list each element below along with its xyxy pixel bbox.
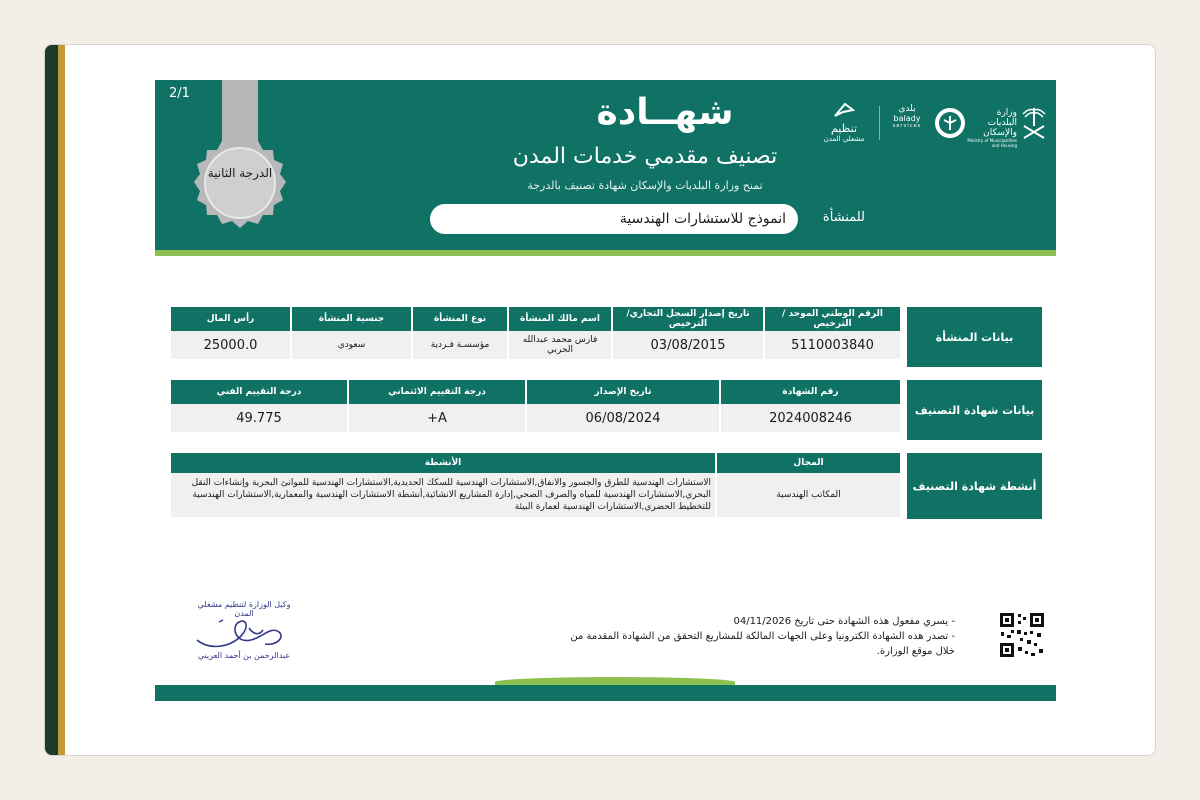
saudi-emblem-icon xyxy=(1019,104,1049,144)
certificate-number-value: 2024008246 xyxy=(720,404,900,432)
establishment-label: للمنشأة xyxy=(822,210,865,225)
header-nationality: جنسية المنشأة xyxy=(291,307,412,331)
tanzeem-mark-icon xyxy=(833,102,855,118)
activities-section-label: أنشطة شهادة التصنيف xyxy=(907,453,1042,519)
field-value: المكاتب الهندسية xyxy=(716,473,900,517)
header-capital: رأس المال xyxy=(170,307,291,331)
capital-value: 25000.0 xyxy=(170,331,291,359)
header-credit-rating: درجة التقييم الائتماني xyxy=(348,380,526,404)
table-row xyxy=(170,404,900,432)
activities-table xyxy=(169,453,900,517)
ministry-palm-icon xyxy=(935,108,965,138)
ministry-name-ar: وزارة البلديات والإسكان xyxy=(983,108,1017,138)
header-field: المجال xyxy=(716,453,900,473)
header-owner-name: اسم مالك المنشأة xyxy=(508,307,612,331)
table-row xyxy=(170,331,900,359)
classification-table xyxy=(169,380,900,432)
frame-stripe-dark xyxy=(45,45,58,755)
establishment-name-field: انموذج للاستشارات الهندسية xyxy=(430,204,798,234)
establishment-table xyxy=(169,307,900,359)
technical-rating-value: 49.775 xyxy=(170,404,348,432)
table-header-row xyxy=(170,380,900,404)
tanzeem-subtitle: مشغلي المدن xyxy=(823,135,865,143)
header-technical-rating: درجة التقييم الفني xyxy=(170,380,348,404)
validity-prefix: - يسري مفعول هذه الشهادة حتى تاريخ xyxy=(794,616,955,627)
classification-section-label: بيانات شهادة التصنيف xyxy=(907,380,1042,440)
footer-bar xyxy=(155,685,1056,701)
tanzeem-logo xyxy=(815,102,873,146)
grade-seal-icon xyxy=(193,136,287,230)
page-number: 2/1 xyxy=(169,86,190,101)
grant-text: تمنح وزارة البلديات والإسكان شهادة تصنيف بالدرجة xyxy=(527,179,763,192)
validity-date: 04/11/2026 xyxy=(733,616,792,627)
signatory-name: عبدالرحمن بن أحمد العريني xyxy=(197,651,291,660)
tanzeem-title: تنظيم xyxy=(830,122,858,135)
header-national-number: الرقم الوطني الموحد /الترخيص xyxy=(764,307,900,331)
table-header-row xyxy=(170,453,900,473)
certificate xyxy=(155,80,1056,658)
balady-arabic: بلدي xyxy=(898,104,916,114)
validity-line xyxy=(565,614,955,629)
issue-date-value: 06/08/2024 xyxy=(526,404,720,432)
signature-image xyxy=(189,610,299,656)
header-activities: الأنشطة xyxy=(170,453,716,473)
header-issue-date: تاريخ الإصدار xyxy=(526,380,720,404)
certificate-subtitle: تصنيف مقدمي خدمات المدن xyxy=(512,144,778,169)
activities-value: الاستشارات الهندسية للطرق والجسور والانفاق,الاستشارات الهندسية للسكك الحديدية,الاستشارات الهندسية للموانئ البحرية وإنشاءات النقل البحري,الاستشارات الهندسية للمياه والصرف الصحي,إدارة المشاريع الانشائية,أنشطة الاستشارات الهندسية والمعمارية,الاستشارات الهندسية للتخطيط الحضري,الاستشارات الهندسية لعمارة البيئة xyxy=(170,473,716,517)
ministry-name-en: Ministry of Municipalities and Housing xyxy=(967,138,1017,148)
signatory-title: وكيل الوزارة لتنظيم مشغلي المدن xyxy=(197,600,291,618)
certificate-title: شهــادة xyxy=(596,92,734,133)
balady-services: services xyxy=(892,123,922,129)
establishment-type-value: مؤسسـة فـردية xyxy=(412,331,508,359)
nationality-value: سعودي xyxy=(291,331,412,359)
logos-group xyxy=(815,98,1045,148)
verification-line: - تصدر هذه الشهادة الكترونيا وعلى الجهات المالكة للمشاريع التحقق من الشهادة المقدمة من خلال موقع الوزارة. xyxy=(570,631,955,657)
logo-divider xyxy=(879,106,880,140)
table-row xyxy=(170,473,900,517)
credit-rating-value: A+ xyxy=(348,404,526,432)
header-register-date: تاريخ إصدار السجل التجاري/ الترخيص xyxy=(612,307,764,331)
qr-code-icon[interactable] xyxy=(998,611,1046,659)
frame-stripe-gold xyxy=(58,45,65,755)
document-frame xyxy=(44,44,1156,756)
header-certificate-number: رقم الشهادة xyxy=(720,380,900,404)
header-establishment-type: نوع المنشأة xyxy=(412,307,508,331)
owner-name-value: فارس محمد عبدالله الحربي xyxy=(508,331,612,359)
establishment-section-label: بيانات المنشأة xyxy=(907,307,1042,367)
seal-label: الدرجة الثانية xyxy=(207,166,273,180)
certificate-header xyxy=(155,80,1056,250)
validity-notes xyxy=(565,614,955,659)
national-number-value: 5110003840 xyxy=(764,331,900,359)
table-header-row xyxy=(170,307,900,331)
ministry-logo-text xyxy=(967,108,1017,148)
balady-logo xyxy=(885,104,929,129)
register-date-value: 03/08/2015 xyxy=(612,331,764,359)
header-accent-line xyxy=(155,250,1056,256)
balady-english: balady xyxy=(893,114,921,123)
